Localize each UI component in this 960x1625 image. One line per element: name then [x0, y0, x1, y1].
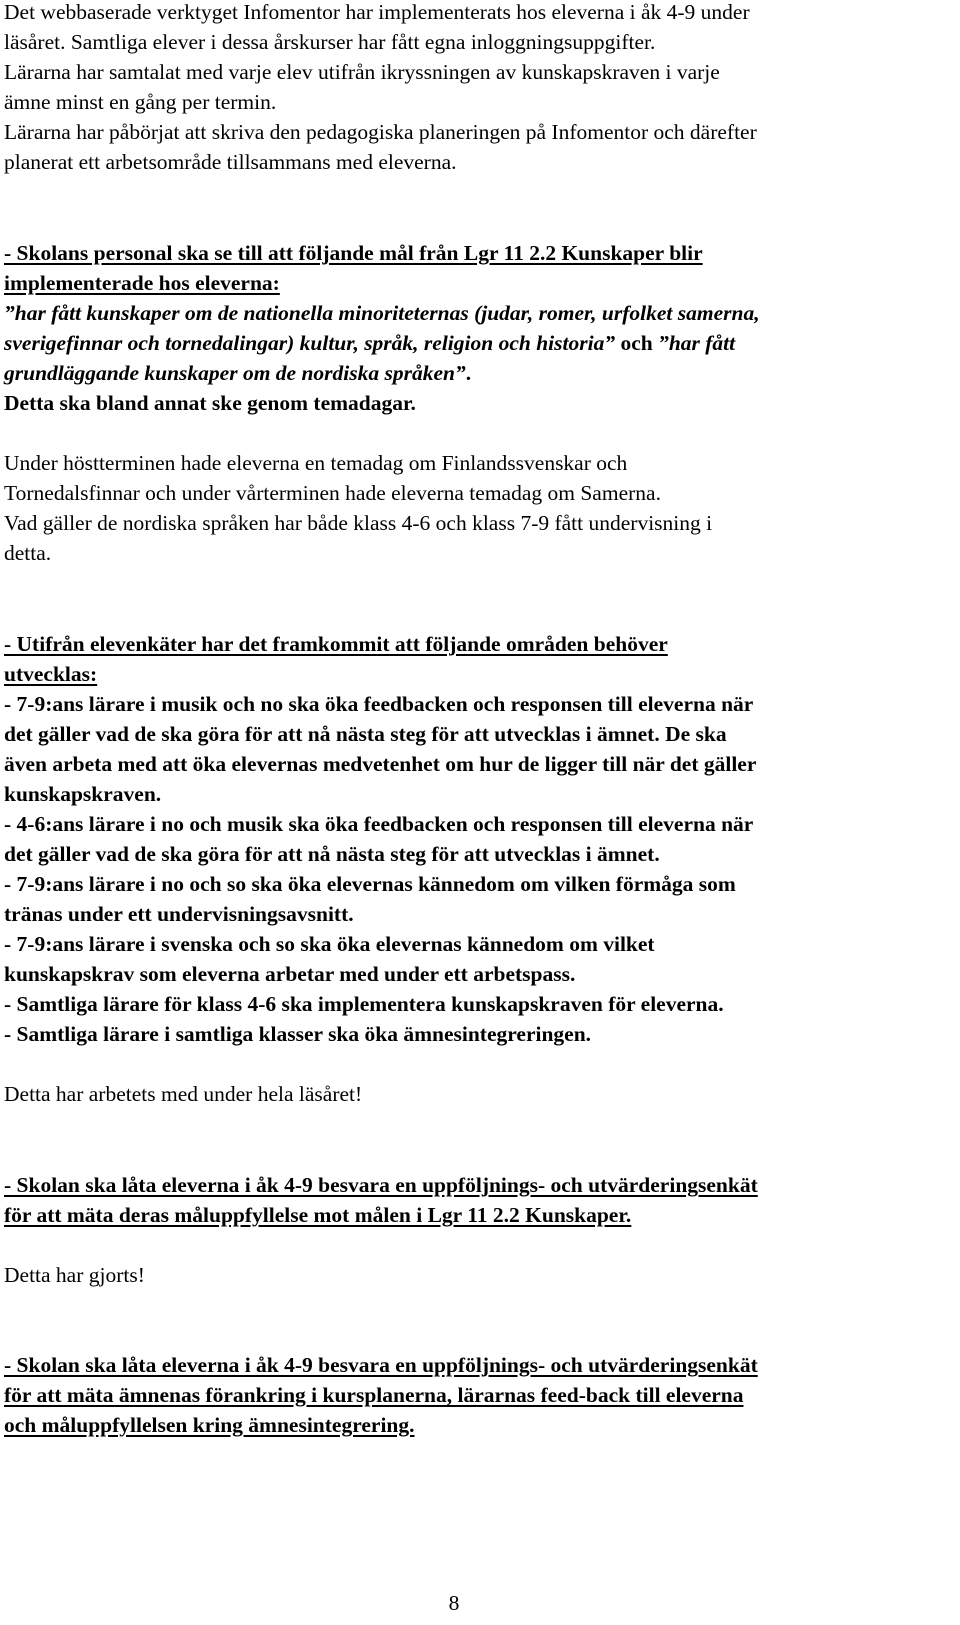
page-number: 8	[448, 1591, 460, 1615]
section1-heading-1: - Skolans personal ska se till att följande mål från Lgr 11 2.2 Kunskaper blir	[4, 241, 703, 265]
section3-status: Detta har gjorts!	[4, 1263, 145, 1287]
section1-heading-2: implementerade hos eleverna:	[4, 271, 280, 295]
section4-heading-3: och måluppfyllelsen kring ämnesintegrering.	[4, 1413, 415, 1437]
section2-bullet-line-11: - Samtliga lärare för klass 4-6 ska implementera kunskapskraven för eleverna.	[4, 992, 724, 1016]
intro-line-6: planerat ett arbetsområde tillsammans med eleverna.	[4, 150, 457, 174]
section2-bullet-line-9: - 7-9:ans lärare i svenska och so ska öka elevernas kännedom om vilket	[4, 932, 655, 956]
section2-bullet-line-2: det gäller vad de ska göra för att nå nästa steg för att utvecklas i ämnet. De ska	[4, 722, 727, 746]
intro-line-4: ämne minst en gång per termin.	[4, 90, 277, 114]
section4-heading-1: - Skolan ska låta eleverna i åk 4-9 besvara en uppföljnings- och utvärderingsenkät	[4, 1353, 758, 1377]
quote-2-part-a: sverigefinnar och tornedalingar) kultur, språk, religion och historia”	[4, 331, 616, 355]
section2-bullet-line-6: det gäller vad de ska göra för att nå nästa steg för att utvecklas i ämnet.	[4, 842, 660, 866]
section1-para-4: detta.	[4, 541, 52, 565]
section1-note: Detta ska bland annat ske genom temadagar.	[4, 391, 416, 415]
section2-bullet-line-4: kunskapskraven.	[4, 782, 162, 806]
section2-bullet-line-12: - Samtliga lärare i samtliga klasser ska öka ämnesintegreringen.	[4, 1022, 592, 1046]
quote-2-part-c: ”har fått	[658, 331, 736, 355]
intro-line-3: Lärarna har samtalat med varje elev utifrån ikryssningen av kunskapskraven i varje	[4, 60, 720, 84]
section2-bullet-line-8: tränas under ett undervisningsavsnitt.	[4, 902, 354, 926]
section4-heading-2: för att mäta ämnenas förankring i kursplanerna, lärarnas feed-back till eleverna	[4, 1383, 744, 1407]
section2-bullet-line-7: - 7-9:ans lärare i no och so ska öka elevernas kännedom om vilken förmåga som	[4, 872, 736, 896]
section2-bullet-line-3: även arbeta med att öka elevernas medvetenhet om hur de ligger till när det gäller	[4, 752, 757, 776]
quote-3-part-b: .	[465, 361, 472, 385]
intro-line-2: läsåret. Samtliga elever i dessa årskurser har fått egna inloggningsuppgifter.	[4, 30, 656, 54]
section2-heading-2: utvecklas:	[4, 662, 98, 686]
section1-para-2: Tornedalsfinnar och under vårterminen hade eleverna temadag om Samerna.	[4, 481, 661, 505]
section2-bullet-line-5: - 4-6:ans lärare i no och musik ska öka feedbacken och responsen till eleverna när	[4, 812, 754, 836]
section1-quote-1: ”har fått kunskaper om de nationella minoriteternas (judar, romer, urfolket samerna,	[4, 301, 760, 325]
intro-line-5: Lärarna har påbörjat att skriva den pedagogiska planeringen på Infomentor och därefter	[4, 120, 757, 144]
section3-heading-2: för att mäta deras måluppfyllelse mot målen i Lgr 11 2.2 Kunskaper.	[4, 1203, 632, 1227]
section1-quote-3	[4, 358, 471, 388]
quote-3-part-a: grundläggande kunskaper om de nordiska språken”	[4, 361, 466, 385]
section3-heading-1: - Skolan ska låta eleverna i åk 4-9 besvara en uppföljnings- och utvärderingsenkät	[4, 1173, 758, 1197]
intro-line-1: Det webbaserade verktyget Infomentor har implementerats hos eleverna i åk 4-9 under	[4, 0, 750, 24]
section2-bullet-line-1: - 7-9:ans lärare i musik och no ska öka feedbacken och responsen till eleverna när	[4, 692, 754, 716]
section2-bullet-line-10: kunskapskrav som eleverna arbetar med under ett arbetspass.	[4, 962, 576, 986]
quote-2-part-b: och	[615, 331, 659, 355]
section2-status: Detta har arbetets med under hela läsåret!	[4, 1082, 363, 1106]
section1-para-3: Vad gäller de nordiska språken har både klass 4-6 och klass 7-9 fått undervisning i	[4, 511, 713, 535]
section1-para-1: Under höstterminen hade eleverna en temadag om Finlandssvenskar och	[4, 451, 628, 475]
section1-quote-2	[4, 328, 735, 358]
section2-heading-1: - Utifrån elevenkäter har det framkommit att följande områden behöver	[4, 632, 668, 656]
